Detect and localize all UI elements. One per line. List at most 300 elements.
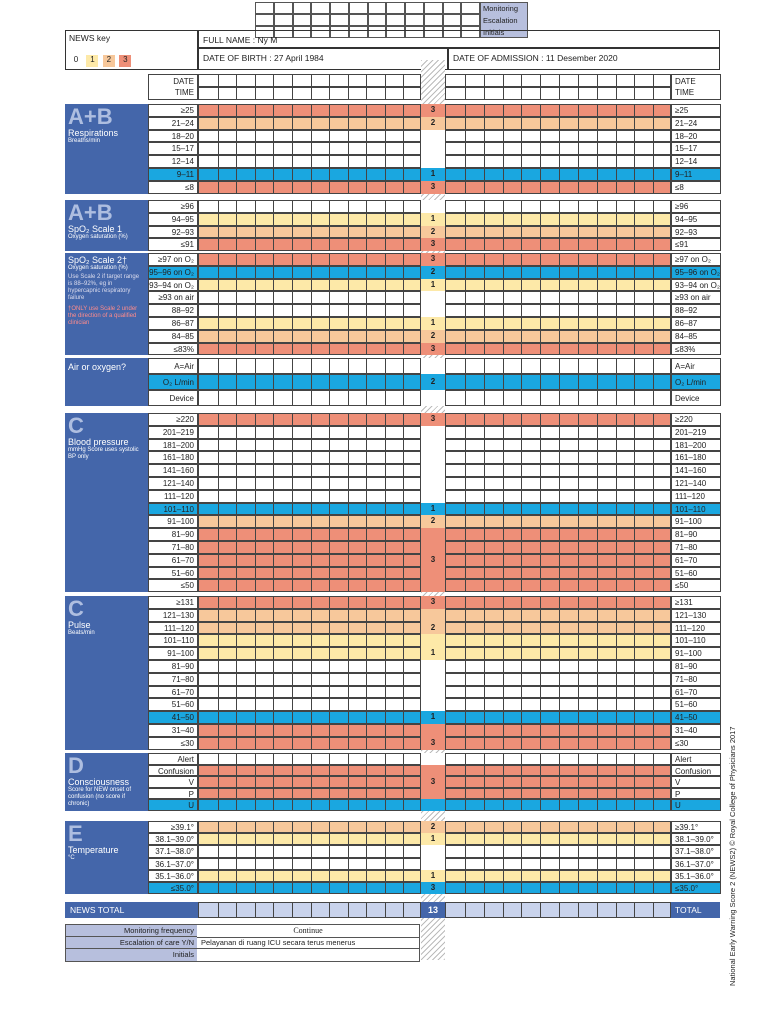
cell-divider <box>503 610 504 621</box>
cell-divider <box>653 623 654 634</box>
obs-cells-right[interactable] <box>445 117 671 130</box>
mei-cell[interactable] <box>424 2 443 14</box>
obs-cells-left[interactable] <box>198 870 421 882</box>
obs-cells-right[interactable] <box>445 426 671 439</box>
obs-cells-right[interactable] <box>445 226 671 239</box>
cell-divider <box>616 529 617 540</box>
obs-cells-right[interactable] <box>445 799 671 811</box>
obs-cells-left[interactable] <box>198 647 421 660</box>
row-label-left: ≤83% <box>148 343 198 356</box>
obs-cells-left[interactable] <box>198 330 421 343</box>
cell-divider <box>503 725 504 736</box>
obs-cells-left[interactable] <box>198 833 421 845</box>
obs-cells-left[interactable] <box>198 673 421 686</box>
mei-cell[interactable] <box>330 14 349 26</box>
cell-divider <box>578 822 579 832</box>
obs-cells-right[interactable] <box>445 579 671 592</box>
mei-cell[interactable] <box>424 14 443 26</box>
cell-divider <box>503 766 504 776</box>
obs-cells-right[interactable] <box>445 142 671 155</box>
cell-divider <box>559 834 560 844</box>
obs-cells-left[interactable] <box>198 168 421 181</box>
cell-divider <box>465 555 466 566</box>
obs-cells-left[interactable] <box>198 117 421 130</box>
obs-cells-right[interactable] <box>445 528 671 541</box>
score-cell <box>421 541 445 554</box>
cell-divider <box>634 529 635 540</box>
obs-cells-left[interactable] <box>198 882 421 894</box>
cell-divider <box>236 542 237 553</box>
row-label-left: 95–96 on O₂ <box>148 266 198 279</box>
mei-cell[interactable] <box>274 14 293 26</box>
obs-cells-left[interactable] <box>198 426 421 439</box>
mei-cell[interactable] <box>386 2 405 14</box>
cell-divider <box>273 542 274 553</box>
cell-divider <box>236 427 237 438</box>
cell-divider <box>540 777 541 787</box>
obs-cells-left[interactable] <box>198 226 421 239</box>
obs-cells-right[interactable] <box>445 266 671 279</box>
cell-divider <box>311 239 312 250</box>
cell-divider <box>597 555 598 566</box>
obs-cells-left[interactable] <box>198 477 421 490</box>
cell-divider <box>273 580 274 591</box>
obs-cells-left[interactable] <box>198 821 421 833</box>
obs-cells-left[interactable] <box>198 528 421 541</box>
obs-cells-left[interactable] <box>198 799 421 811</box>
cell-divider <box>311 542 312 553</box>
obs-cells-right[interactable] <box>445 168 671 181</box>
mei-cell[interactable] <box>368 2 387 14</box>
mei-cell[interactable] <box>368 14 387 26</box>
cell-divider <box>653 452 654 463</box>
news-key-title: NEWS key <box>69 33 111 43</box>
time-cells[interactable] <box>198 87 421 100</box>
obs-cells-right[interactable] <box>445 698 671 711</box>
obs-cells-right[interactable] <box>445 554 671 567</box>
cell-divider <box>366 580 367 591</box>
obs-cells-left[interactable] <box>198 238 421 251</box>
obs-cells-right[interactable] <box>445 596 671 609</box>
cell-divider <box>403 465 404 476</box>
cell-divider <box>218 846 219 856</box>
mei-cell[interactable] <box>330 2 349 14</box>
cell-divider <box>521 871 522 881</box>
obs-cells-right[interactable] <box>445 788 671 800</box>
dob-value: 27 April 1984 <box>274 53 324 63</box>
cell-divider <box>385 182 386 193</box>
cell-divider <box>540 597 541 608</box>
cell-divider <box>255 789 256 799</box>
obs-cells-right[interactable] <box>445 647 671 660</box>
obs-cells-right[interactable] <box>445 155 671 168</box>
cell-divider <box>385 118 386 129</box>
cell-divider <box>273 687 274 698</box>
obs-cells-right[interactable] <box>445 238 671 251</box>
obs-cells-left[interactable] <box>198 104 421 117</box>
obs-cells-right[interactable] <box>445 870 671 882</box>
cell-divider <box>484 414 485 425</box>
cell-divider <box>255 227 256 238</box>
obs-cells-left[interactable] <box>198 776 421 788</box>
mei-cell[interactable] <box>293 14 312 26</box>
cell-divider <box>540 699 541 710</box>
obs-cells-right[interactable] <box>445 882 671 894</box>
cell-divider <box>540 156 541 167</box>
obs-cells-right[interactable] <box>445 330 671 343</box>
obs-cells-left[interactable] <box>198 788 421 800</box>
cell-divider <box>236 699 237 710</box>
cell-divider <box>311 789 312 799</box>
mei-cell[interactable] <box>443 2 462 14</box>
cell-divider <box>484 318 485 329</box>
cell-divider <box>366 754 367 764</box>
cell-divider <box>559 635 560 646</box>
obs-cells-right[interactable] <box>445 858 671 870</box>
cell-divider <box>273 452 274 463</box>
obs-cells-right[interactable] <box>445 279 671 292</box>
mei-cell[interactable] <box>461 14 480 26</box>
obs-cells-left[interactable] <box>198 390 421 406</box>
mei-cell[interactable] <box>311 2 330 14</box>
cell-divider <box>540 661 541 672</box>
obs-cells-right[interactable] <box>445 503 671 516</box>
time-cells[interactable] <box>445 87 671 100</box>
cell-divider <box>653 214 654 225</box>
cell-divider <box>634 375 635 389</box>
obs-cells-left[interactable] <box>198 155 421 168</box>
row-label-right: 91–100 <box>671 515 721 528</box>
cell-divider <box>559 391 560 405</box>
obs-cells-left[interactable] <box>198 698 421 711</box>
monitoring-frequency-value[interactable]: Continue <box>197 925 419 938</box>
cell-divider <box>559 182 560 193</box>
cell-divider <box>255 597 256 608</box>
full-name-value: Ny M <box>257 35 278 45</box>
dob-box[interactable] <box>198 48 448 70</box>
obs-cells-right[interactable] <box>445 541 671 554</box>
obs-cells-left[interactable] <box>198 686 421 699</box>
obs-cells-left[interactable] <box>198 304 421 317</box>
cell-divider <box>255 254 256 265</box>
mei-cell[interactable] <box>274 2 293 14</box>
cell-divider <box>484 597 485 608</box>
row-label-left: 12–14 <box>148 155 198 168</box>
obs-cells-right[interactable] <box>445 821 671 833</box>
obs-cells-right[interactable] <box>445 845 671 857</box>
obs-cells-right[interactable] <box>445 567 671 580</box>
obs-cells-right[interactable] <box>445 737 671 750</box>
obs-cells-left[interactable] <box>198 634 421 647</box>
cell-divider <box>616 391 617 405</box>
cell-divider <box>236 516 237 527</box>
cell-divider <box>465 201 466 212</box>
obs-cells-left[interactable] <box>198 737 421 750</box>
obs-cells-right[interactable] <box>445 291 671 304</box>
cell-divider <box>273 105 274 116</box>
cell-divider <box>616 661 617 672</box>
obs-cells-right[interactable] <box>445 686 671 699</box>
obs-cells-right[interactable] <box>445 753 671 765</box>
total-cells-left[interactable] <box>198 902 421 918</box>
obs-cells-left[interactable] <box>198 503 421 516</box>
cell-divider <box>540 478 541 489</box>
cell-divider <box>540 712 541 723</box>
cell-divider <box>236 800 237 810</box>
obs-cells-left[interactable] <box>198 317 421 330</box>
obs-cells-left[interactable] <box>198 374 421 390</box>
date-cells[interactable] <box>198 74 421 87</box>
cell-divider <box>465 344 466 355</box>
cell-divider <box>484 699 485 710</box>
date-cells[interactable] <box>445 74 671 87</box>
row-label-left: O₂ L/min <box>148 374 198 390</box>
cell-divider <box>329 105 330 116</box>
cell-divider <box>311 305 312 316</box>
obs-cells-left[interactable] <box>198 609 421 622</box>
cell-divider <box>484 555 485 566</box>
cell-divider <box>540 254 541 265</box>
obs-cells-right[interactable] <box>445 833 671 845</box>
obs-cells-right[interactable] <box>445 439 671 452</box>
obs-cells-left[interactable] <box>198 343 421 356</box>
mei-cell[interactable] <box>405 2 424 14</box>
cell-divider <box>616 871 617 881</box>
cell-divider <box>273 305 274 316</box>
obs-cells-right[interactable] <box>445 490 671 503</box>
cell-divider <box>218 635 219 646</box>
obs-cells-left[interactable] <box>198 490 421 503</box>
obs-cells-left[interactable] <box>198 660 421 673</box>
score-cell: 1 <box>421 503 445 516</box>
obs-cells-left[interactable] <box>198 439 421 452</box>
cell-divider <box>403 440 404 451</box>
cell-divider <box>578 478 579 489</box>
obs-cells-right[interactable] <box>445 130 671 143</box>
obs-cells-left[interactable] <box>198 464 421 477</box>
obs-cells-right[interactable] <box>445 724 671 737</box>
cell-divider <box>218 789 219 799</box>
cell-divider <box>634 344 635 355</box>
mei-cell[interactable] <box>443 14 462 26</box>
obs-cells-right[interactable] <box>445 304 671 317</box>
obs-cells-left[interactable] <box>198 358 421 374</box>
cell-divider <box>255 883 256 893</box>
obs-cells-left[interactable] <box>198 711 421 724</box>
obs-cells-left[interactable] <box>198 858 421 870</box>
mei-cell[interactable] <box>349 14 368 26</box>
mei-cell[interactable] <box>255 2 274 14</box>
obs-cells-right[interactable] <box>445 673 671 686</box>
row-label-right: 15–17 <box>671 142 721 155</box>
obs-cells-right[interactable] <box>445 622 671 635</box>
obs-cells-left[interactable] <box>198 451 421 464</box>
cell-divider <box>273 491 274 502</box>
obs-cells-right[interactable] <box>445 390 671 406</box>
obs-cells-left[interactable] <box>198 753 421 765</box>
obs-cells-right[interactable] <box>445 253 671 266</box>
mei-cell[interactable] <box>349 2 368 14</box>
cell-divider <box>597 623 598 634</box>
obs-cells-right[interactable] <box>445 711 671 724</box>
cell-divider <box>236 568 237 579</box>
obs-cells-left[interactable] <box>198 579 421 592</box>
cell-divider <box>540 516 541 527</box>
obs-cells-left[interactable] <box>198 253 421 266</box>
obs-cells-left[interactable] <box>198 541 421 554</box>
obs-cells-left[interactable] <box>198 213 421 226</box>
cell-divider <box>559 661 560 672</box>
cell-divider <box>236 661 237 672</box>
obs-cells-right[interactable] <box>445 477 671 490</box>
obs-cells-left[interactable] <box>198 200 421 213</box>
obs-cells-left[interactable] <box>198 765 421 777</box>
obs-cells-right[interactable] <box>445 181 671 194</box>
obs-cells-left[interactable] <box>198 266 421 279</box>
cell-divider <box>385 465 386 476</box>
cell-divider <box>255 623 256 634</box>
cell-divider <box>634 331 635 342</box>
cell-divider <box>634 623 635 634</box>
cell-divider <box>634 105 635 116</box>
row-label-right: 94–95 <box>671 213 721 226</box>
obs-cells-right[interactable] <box>445 213 671 226</box>
cell-divider <box>236 201 237 212</box>
cell-divider <box>503 214 504 225</box>
obs-cells-right[interactable] <box>445 765 671 777</box>
cell-divider <box>292 156 293 167</box>
cell-divider <box>597 292 598 303</box>
cell-divider <box>616 542 617 553</box>
cell-divider <box>273 440 274 451</box>
mei-cell[interactable] <box>293 2 312 14</box>
obs-cells-left[interactable] <box>198 142 421 155</box>
cell-divider <box>329 516 330 527</box>
doa-box[interactable] <box>448 48 720 70</box>
cell-divider <box>521 182 522 193</box>
cell-divider <box>311 712 312 723</box>
obs-cells-right[interactable] <box>445 451 671 464</box>
cell-divider <box>597 75 598 86</box>
escalation-value[interactable]: Pelayanan di ruang ICU secara terus menerus <box>197 937 419 949</box>
mei-cell[interactable] <box>386 14 405 26</box>
cell-divider <box>329 427 330 438</box>
obs-cells-left[interactable] <box>198 596 421 609</box>
cell-divider <box>521 375 522 389</box>
obs-cells-right[interactable] <box>445 358 671 374</box>
cell-divider <box>273 344 274 355</box>
cell-divider <box>597 280 598 291</box>
cell-divider <box>292 88 293 99</box>
cell-divider <box>503 318 504 329</box>
mei-cell[interactable] <box>311 14 330 26</box>
obs-cells-left[interactable] <box>198 724 421 737</box>
cell-divider <box>255 504 256 515</box>
cell-divider <box>521 169 522 180</box>
mei-cell[interactable] <box>461 2 480 14</box>
obs-cells-right[interactable] <box>445 464 671 477</box>
cell-divider <box>540 674 541 685</box>
cell-divider <box>540 504 541 515</box>
cell-divider <box>540 529 541 540</box>
cell-divider <box>403 267 404 278</box>
obs-cells-left[interactable] <box>198 291 421 304</box>
cell-divider <box>559 305 560 316</box>
obs-cells-right[interactable] <box>445 660 671 673</box>
obs-cells-right[interactable] <box>445 776 671 788</box>
section-subtitle: Score for NEW onset of confusion (no score if chronic) <box>68 787 132 807</box>
obs-cells-right[interactable] <box>445 104 671 117</box>
section-spo2 <box>65 253 148 355</box>
cell-divider <box>329 568 330 579</box>
obs-cells-right[interactable] <box>445 634 671 647</box>
obs-cells-right[interactable] <box>445 609 671 622</box>
obs-cells-left[interactable] <box>198 413 421 426</box>
cell-divider <box>329 491 330 502</box>
initials-value[interactable] <box>197 949 419 961</box>
obs-cells-right[interactable] <box>445 317 671 330</box>
cell-divider <box>484 75 485 86</box>
obs-cells-left[interactable] <box>198 845 421 857</box>
score-cell: 2 <box>421 515 445 528</box>
obs-cells-left[interactable] <box>198 181 421 194</box>
full-name-box[interactable] <box>198 30 720 48</box>
row-label-right: 31–40 <box>671 724 721 737</box>
cell-divider <box>521 674 522 685</box>
obs-cells-right[interactable] <box>445 413 671 426</box>
obs-cells-left[interactable] <box>198 279 421 292</box>
cell-divider <box>465 169 466 180</box>
obs-cells-right[interactable] <box>445 200 671 213</box>
cell-divider <box>503 169 504 180</box>
mei-cell[interactable] <box>405 14 424 26</box>
cell-divider <box>653 635 654 646</box>
obs-cells-right[interactable] <box>445 374 671 390</box>
cell-divider <box>311 452 312 463</box>
score-cell: 3 <box>421 596 445 609</box>
cell-divider <box>255 292 256 303</box>
cell-divider <box>311 465 312 476</box>
cell-divider <box>311 478 312 489</box>
row-label-left: V <box>148 776 198 788</box>
cell-divider <box>465 292 466 303</box>
cell-divider <box>616 227 617 238</box>
row-label-right: 121–140 <box>671 477 721 490</box>
section-air <box>65 358 148 406</box>
cell-divider <box>292 227 293 238</box>
obs-cells-left[interactable] <box>198 554 421 567</box>
obs-cells-left[interactable] <box>198 130 421 143</box>
obs-cells-right[interactable] <box>445 343 671 356</box>
obs-cells-right[interactable] <box>445 515 671 528</box>
cell-divider <box>521 331 522 342</box>
cell-divider <box>521 318 522 329</box>
mei-cell[interactable] <box>255 14 274 26</box>
total-cells-right[interactable] <box>445 902 671 918</box>
cell-divider <box>273 674 274 685</box>
cell-divider <box>255 766 256 776</box>
cell-divider <box>578 88 579 99</box>
obs-cells-left[interactable] <box>198 567 421 580</box>
obs-cells-left[interactable] <box>198 622 421 635</box>
cell-divider <box>255 375 256 389</box>
cell-divider <box>292 452 293 463</box>
obs-cells-left[interactable] <box>198 515 421 528</box>
row-label-right: 51–60 <box>671 698 721 711</box>
cell-divider <box>540 88 541 99</box>
cell-divider <box>348 227 349 238</box>
cell-divider <box>329 859 330 869</box>
